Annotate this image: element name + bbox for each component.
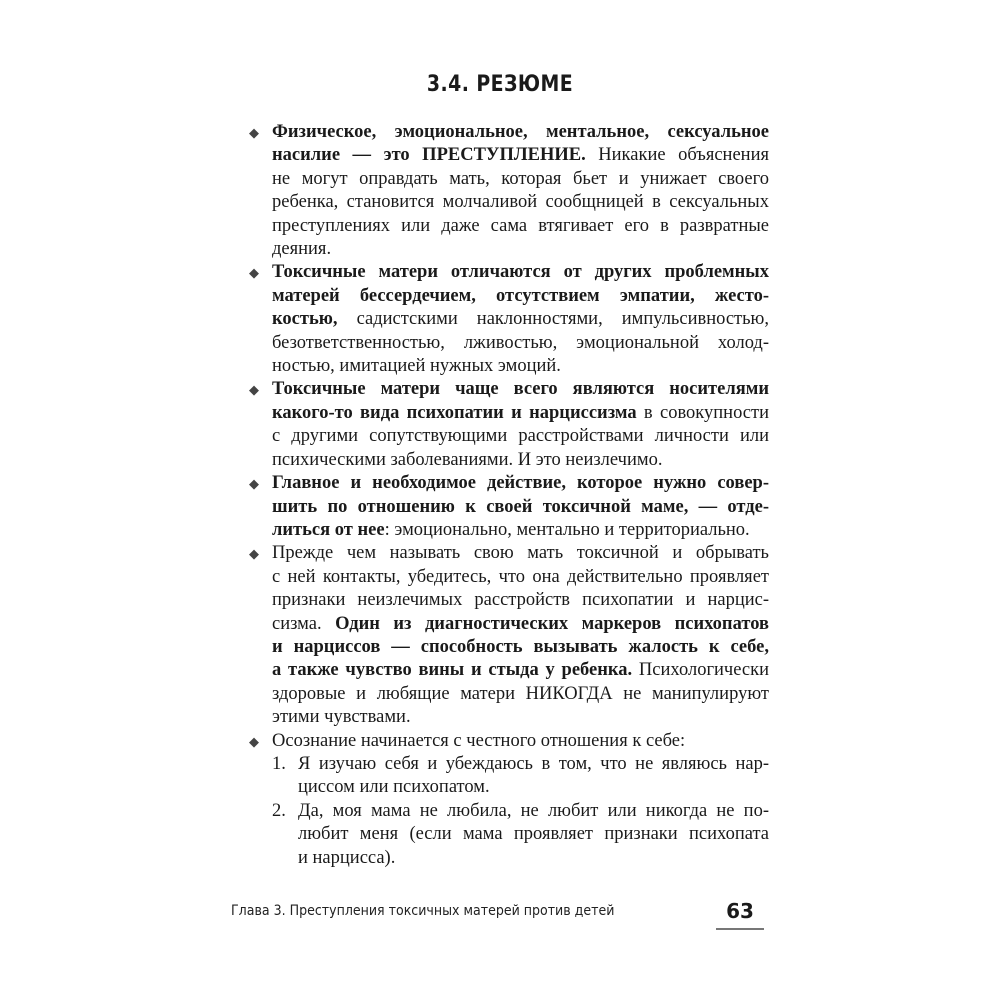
text-line (272, 589, 769, 612)
text-line (272, 144, 769, 167)
text-line (272, 519, 769, 542)
regular-text: с ней контакты, убедитесь, что она действительно проявляет (272, 566, 769, 587)
text-line (272, 308, 769, 331)
diamond-bullet-icon: ◆ (249, 125, 259, 140)
text-line (272, 215, 769, 238)
bold-text: костью, (272, 309, 338, 330)
bold-text: матерей бессердечием, отсутствием эмпатии, жесто- (272, 285, 769, 306)
running-footer: Глава 3. Преступления токсичных матерей против детей (231, 903, 615, 919)
diamond-bullet-icon: ◆ (249, 382, 259, 398)
diamond-bullet-icon: ◆ (249, 476, 259, 492)
regular-text: не могут оправдать мать, которая бьет и унижает своего (272, 168, 769, 189)
text-line (272, 659, 769, 682)
text-line (272, 706, 769, 729)
text-line: Да, моя мама не любила, не любит или никогда не по- (298, 800, 769, 821)
text-line: циссом или психопатом. (298, 777, 490, 798)
text-line (272, 238, 769, 261)
text-line (272, 683, 769, 706)
page-number-rule (716, 928, 764, 930)
text-line (272, 730, 769, 753)
text-line (272, 636, 769, 659)
text-line (272, 285, 769, 308)
regular-text: безответственностью, лживостью, эмоциональной холод- (272, 332, 769, 353)
text-line (272, 425, 769, 448)
bold-text: шить по отношению к своей токсичной маме, — отде- (272, 496, 769, 517)
regular-text: садистскими наклонностями, импульсивностью, (337, 309, 769, 330)
regular-text: ностью, имитацией нужных эмоций. (272, 356, 561, 377)
regular-text: Прежде чем называть свою мать токсичной и обрывать (272, 543, 769, 564)
regular-text: Психологически (632, 660, 770, 681)
regular-text: : эмоционально, ментально и территориально. (384, 519, 750, 540)
regular-text: преступлениях или даже сама втягивает его в развратные (272, 215, 769, 236)
item-number: 1. (272, 753, 286, 774)
regular-text: Никакие объяснения (585, 145, 769, 166)
bold-text: Один из диагностических маркеров психопатов (335, 613, 769, 634)
regular-text: здоровые и любящие матери НИКОГДА не манипулируют (272, 683, 769, 704)
bold-text: Физическое, эмоциональное, ментальное, сексуальное (272, 122, 769, 142)
summary-bullet (249, 261, 769, 378)
regular-text: в совокупности (636, 402, 769, 423)
text-line: и нарцисса). (298, 847, 396, 868)
bold-text: и нарциссов — способность вызывать жалость к себе, (272, 636, 769, 657)
regular-text: психическими заболеваниями. И это неизлечимо. (272, 449, 663, 470)
text-line (272, 261, 769, 284)
numbered-item (272, 753, 769, 800)
text-line (272, 566, 769, 589)
text-line: любит меня (если мама проявляет признаки психопата (298, 824, 769, 845)
regular-text: этими чувствами. (272, 707, 411, 728)
bold-text: насилие — это ПРЕСТУПЛЕНИЕ. (272, 145, 586, 166)
text-line: Я изучаю себя и убеждаюсь в том, что не являюсь нар- (298, 753, 769, 774)
diamond-bullet-icon: ◆ (249, 265, 259, 281)
diamond-bullet-icon: ◆ (249, 546, 259, 562)
regular-text: сизма. (272, 613, 336, 634)
bold-text: Токсичные матери чаще всего являются носителями (272, 379, 769, 400)
bold-text: какого-то вида психопатии и нарциссизма (272, 402, 637, 423)
summary-list (249, 121, 769, 870)
bold-text: Токсичные матери отличаются от других проблемных (272, 262, 769, 283)
text-line (272, 332, 769, 355)
bold-text: а также чувство вины и стыда у ребенка. (272, 660, 633, 681)
text-line (272, 542, 769, 565)
page-number: 63 (726, 899, 754, 923)
section-title: 3.4. РЕЗЮМЕ (426, 72, 574, 97)
text-line (272, 355, 769, 378)
summary-bullet (249, 542, 769, 729)
text-line (272, 121, 769, 144)
text-line (272, 402, 769, 425)
text-line (272, 613, 769, 636)
summary-bullet (249, 730, 769, 870)
text-line (272, 191, 769, 214)
regular-text: Осознание начинается с честного отношения к себе: (272, 730, 686, 751)
text-line (272, 378, 769, 401)
text-line (272, 472, 769, 495)
summary-bullet (249, 472, 769, 542)
diamond-bullet-icon: ◆ (249, 733, 259, 749)
regular-text: деяния. (272, 239, 332, 260)
item-number: 2. (272, 800, 286, 821)
regular-text: с другими сопутствующими расстройствами личности или (272, 426, 769, 447)
bold-text: литься от нее (272, 519, 385, 540)
summary-bullet (249, 121, 769, 261)
summary-bullet (249, 378, 769, 472)
text-line (272, 496, 769, 519)
text-line (272, 168, 769, 191)
regular-text: ребенка, становится молчаливой сообщницей в сексуальных (272, 192, 769, 213)
text-line (272, 449, 769, 472)
regular-text: признаки неизлечимых расстройств психопатии и нарцис- (272, 590, 769, 611)
numbered-item (272, 800, 769, 870)
bold-text: Главное и необходимое действие, которое нужно совер- (272, 473, 769, 494)
